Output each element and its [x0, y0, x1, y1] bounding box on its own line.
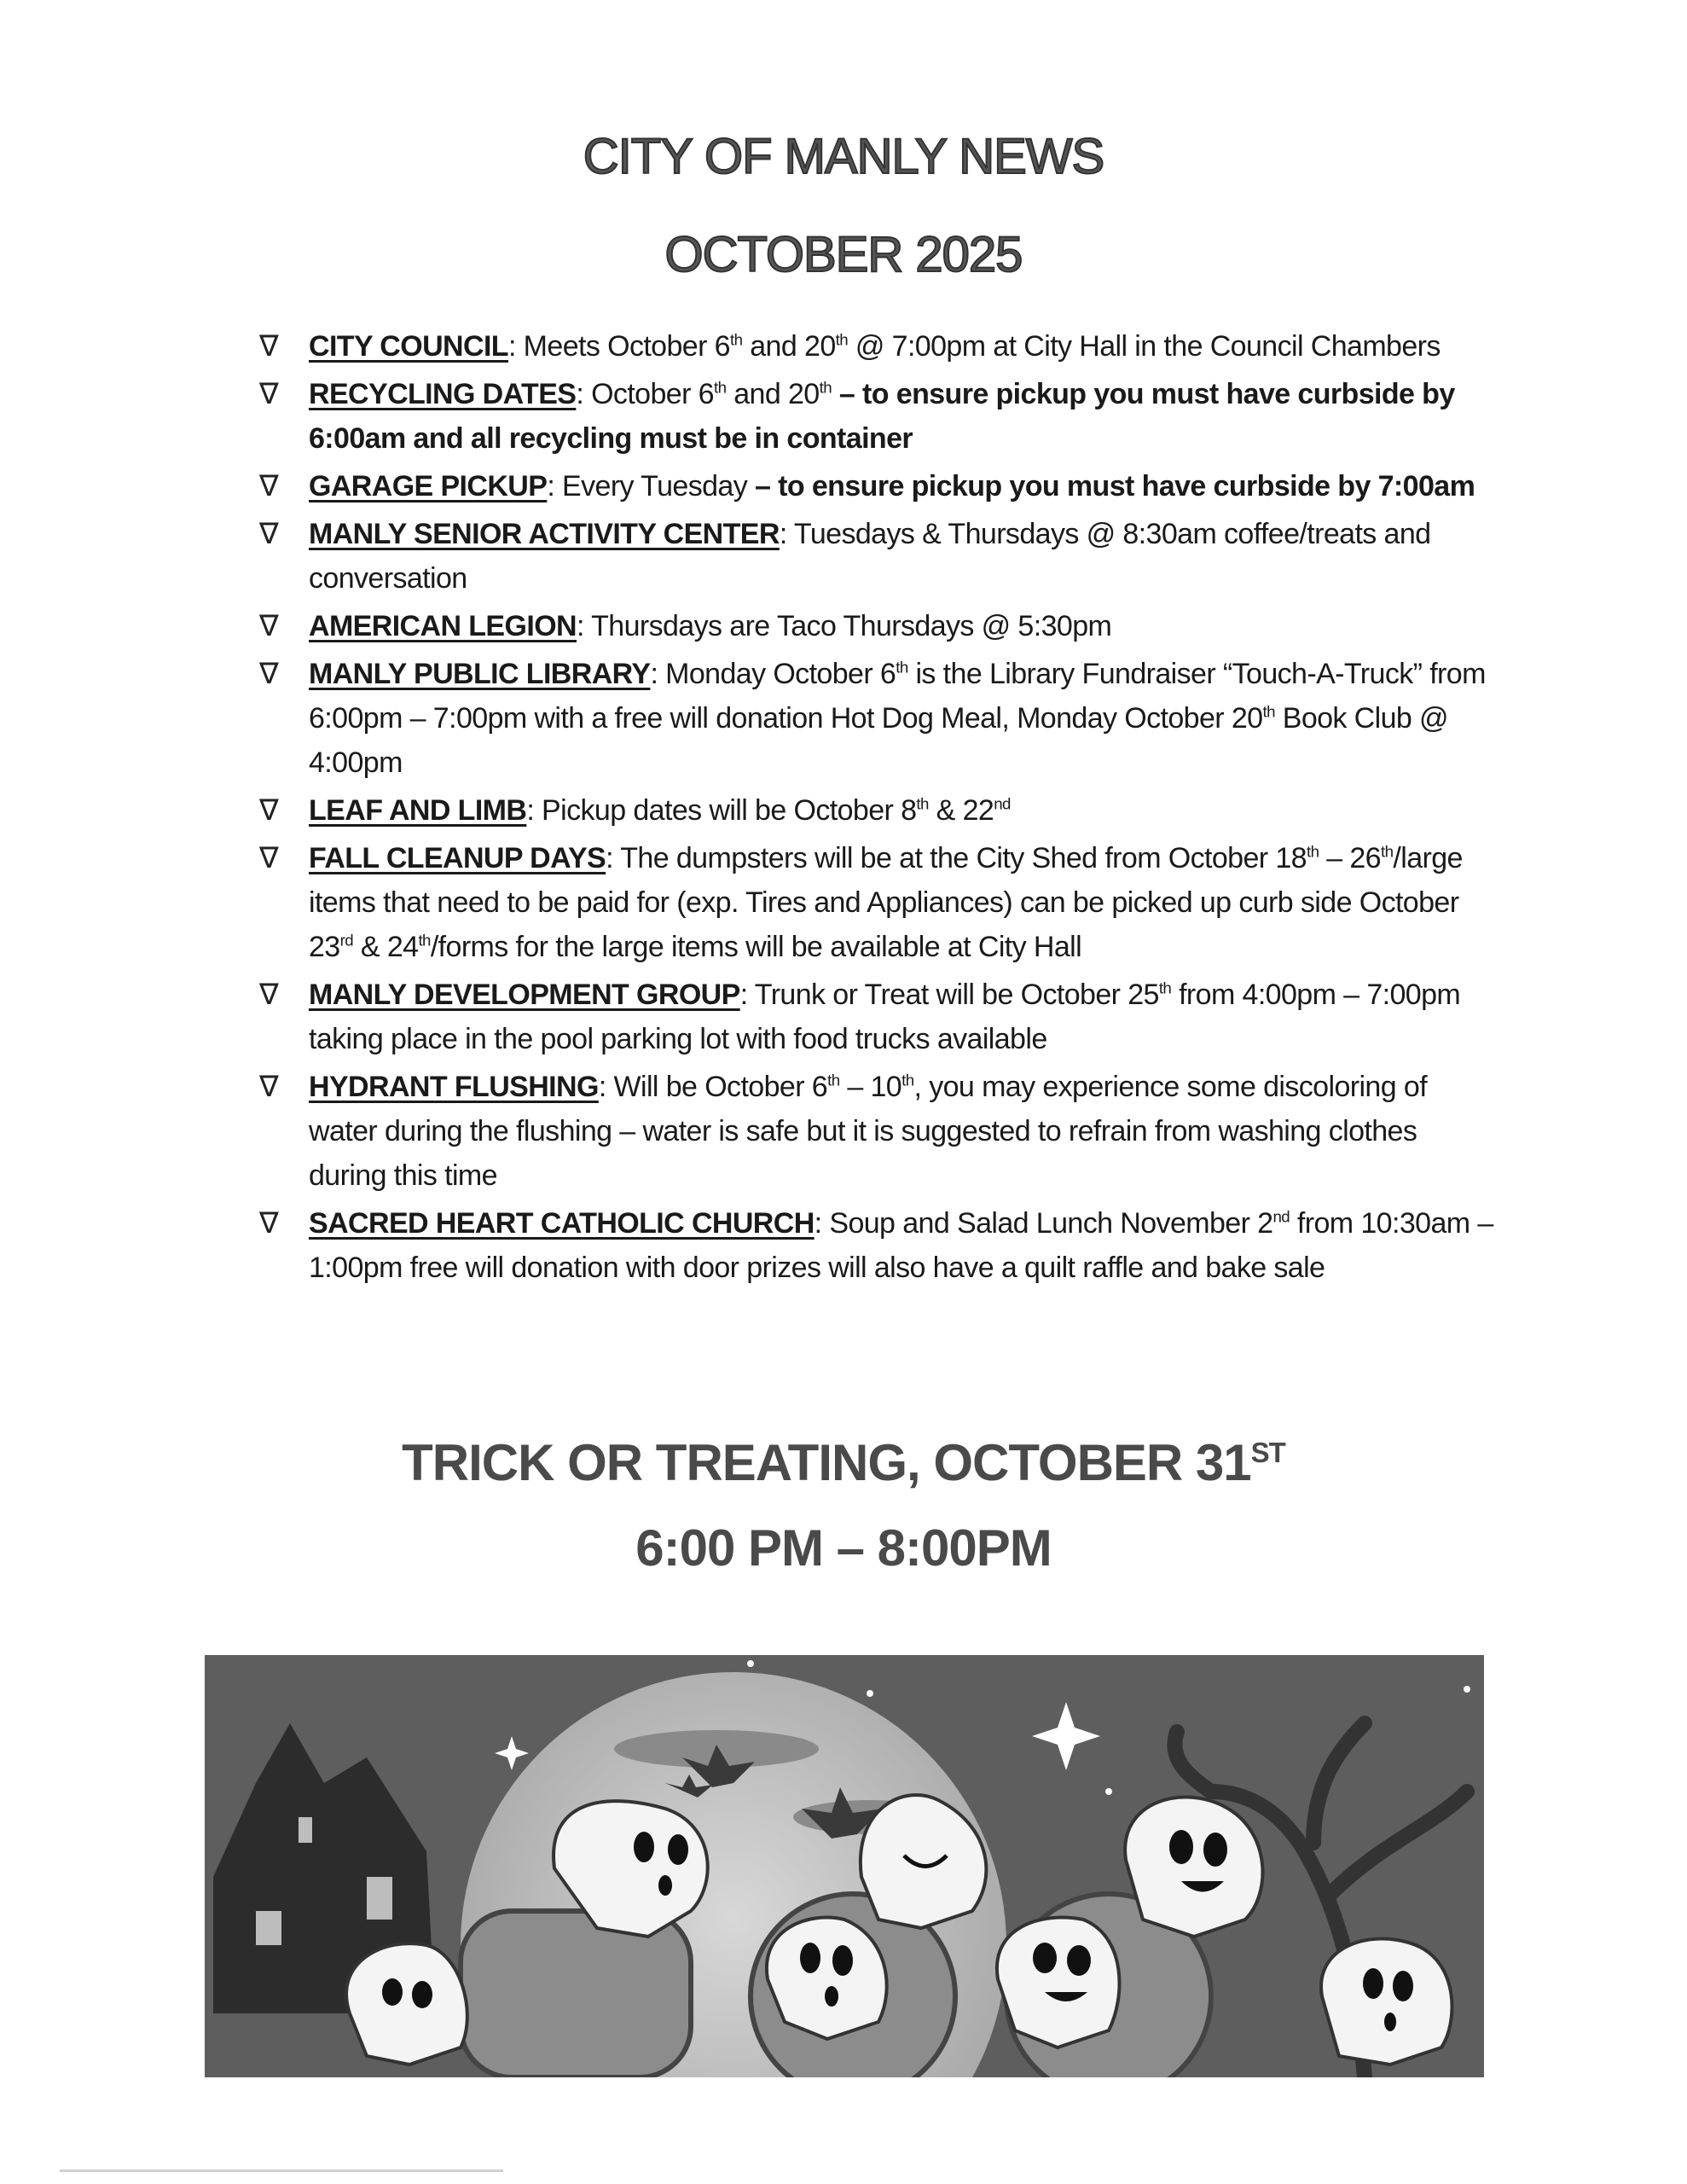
item-text: and 20	[726, 378, 820, 410]
ordinal: rd	[339, 931, 354, 950]
news-item-leaf-limb	[256, 788, 1501, 833]
ordinal: th	[1158, 979, 1172, 997]
triangle-down-icon: ∇	[259, 470, 279, 502]
item-text: : The dumpsters will be at the City Shed from October 18	[606, 842, 1307, 874]
triangle-down-icon: ∇	[259, 1207, 279, 1240]
halloween-ghosts-boo-illustration	[205, 1655, 1484, 2077]
triangle-down-icon: ∇	[259, 1071, 279, 1103]
item-heading: MANLY DEVELOPMENT GROUP	[309, 979, 740, 1011]
item-text: , you may experience some discoloring of water during the flushing – water is safe but it is suggested to refrain from washing clothes during this time	[309, 1071, 1428, 1192]
item-text: : Trunk or Treat will be October 25	[739, 979, 1159, 1011]
triangle-down-icon: ∇	[259, 610, 279, 642]
item-heading: RECYCLING DATES	[309, 378, 577, 410]
triangle-down-icon: ∇	[259, 658, 279, 690]
item-text: : Tuesdays & Thursdays @ 8:30am coffee/treats and conversation	[309, 518, 1431, 595]
item-text: : Every Tuesday	[547, 470, 748, 502]
news-item-recycling	[256, 372, 1501, 461]
triangle-down-icon: ∇	[259, 979, 279, 1011]
item-text: : Soup and Salad Lunch November 2	[814, 1207, 1273, 1240]
trick-or-treat-heading	[0, 1433, 1687, 1492]
news-item-sacred-heart	[256, 1201, 1501, 1290]
ordinal: th	[418, 931, 431, 950]
item-bold-text: – to ensure pickup you must have curbside by 7:00am	[747, 470, 1475, 502]
news-item-library	[256, 652, 1501, 785]
ordinal: th	[819, 378, 832, 397]
ordinal: th	[1381, 842, 1394, 861]
item-text: – 10	[839, 1071, 902, 1103]
news-item-city-council	[256, 324, 1501, 369]
item-text: /large items that need to be paid for (exp. Tires and Appliances) can be picked up curb side October 23	[309, 842, 1463, 963]
item-text: is the Library Fundraiser “Touch-A-Truck” from 6:00pm – 7:00pm with a free will donation Hot Dog Meal, Monday October 20	[309, 658, 1486, 735]
item-text: : Pickup dates will be October 8	[526, 794, 917, 827]
news-item-senior-center	[256, 512, 1501, 601]
ordinal: nd	[1272, 1207, 1290, 1226]
news-item-american-legion	[256, 604, 1501, 648]
triangle-down-icon: ∇	[259, 518, 279, 550]
trick-or-treat-date: TRICK OR TREATING, OCTOBER 31	[402, 1434, 1251, 1491]
triangle-down-icon: ∇	[259, 330, 279, 363]
item-heading: FALL CLEANUP DAYS	[309, 842, 606, 874]
ordinal: th	[1306, 842, 1319, 861]
item-text: & 22	[928, 794, 994, 827]
boo-scene	[205, 1655, 1484, 2077]
item-text: : October 6	[576, 378, 714, 410]
item-text: : Will be October 6	[598, 1071, 828, 1103]
news-list	[256, 324, 1501, 1293]
ordinal: th	[1262, 702, 1275, 721]
item-text: : Meets October 6	[507, 330, 730, 363]
item-text: from 4:00pm – 7:00pm taking place in the pool parking lot with food trucks available	[309, 979, 1461, 1055]
item-heading: MANLY SENIOR ACTIVITY CENTER	[309, 518, 780, 550]
news-item-development-group	[256, 973, 1501, 1061]
item-heading: AMERICAN LEGION	[309, 610, 577, 642]
item-text: – 26	[1319, 842, 1381, 874]
item-text: /forms for the large items will be available at City Hall	[430, 931, 1082, 963]
item-text: and 20	[742, 330, 836, 363]
item-heading: CITY COUNCIL	[309, 330, 508, 363]
ordinal: th	[730, 330, 743, 349]
ordinal: th	[827, 1071, 840, 1089]
ordinal: nd	[994, 794, 1011, 813]
item-text: & 24	[353, 931, 419, 963]
newsletter-month: OCTOBER 2025	[664, 227, 1023, 282]
ordinal: th	[916, 794, 929, 813]
item-text: from 10:30am – 1:00pm free will donation with door prizes will also have a quilt raffle and bake sale	[309, 1207, 1493, 1284]
item-heading: HYDRANT FLUSHING	[309, 1071, 599, 1103]
ordinal: th	[896, 658, 908, 677]
item-bold-text: – to ensure pickup you must have curbside by 6:00am and all recycling must be in container	[309, 378, 1455, 455]
news-item-fall-cleanup	[256, 836, 1501, 969]
ordinal: th	[713, 378, 727, 397]
item-heading: LEAF AND LIMB	[309, 794, 527, 827]
triangle-down-icon: ∇	[259, 842, 279, 874]
footer-divider	[60, 2169, 503, 2172]
ordinal: th	[835, 330, 849, 349]
item-text: : Monday October 6	[650, 658, 896, 690]
news-item-garage-pickup	[256, 464, 1501, 508]
item-text: Book Club @ 4:00pm	[309, 702, 1448, 779]
ordinal: ST	[1250, 1437, 1285, 1468]
item-text: @ 7:00pm at City Hall in the Council Chambers	[848, 330, 1441, 363]
trick-or-treat-time: 6:00 PM – 8:00PM	[635, 1519, 1052, 1577]
triangle-down-icon: ∇	[259, 794, 279, 827]
item-text: : Thursdays are Taco Thursdays @ 5:30pm	[577, 610, 1112, 642]
ordinal: th	[901, 1071, 914, 1089]
item-heading: GARAGE PICKUP	[309, 470, 548, 502]
item-heading: MANLY PUBLIC LIBRARY	[309, 658, 651, 690]
triangle-down-icon: ∇	[259, 378, 279, 410]
item-heading: SACRED HEART CATHOLIC CHURCH	[309, 1207, 815, 1240]
newsletter-title: CITY OF MANLY NEWS	[583, 129, 1104, 184]
news-item-hydrant-flushing	[256, 1065, 1501, 1198]
